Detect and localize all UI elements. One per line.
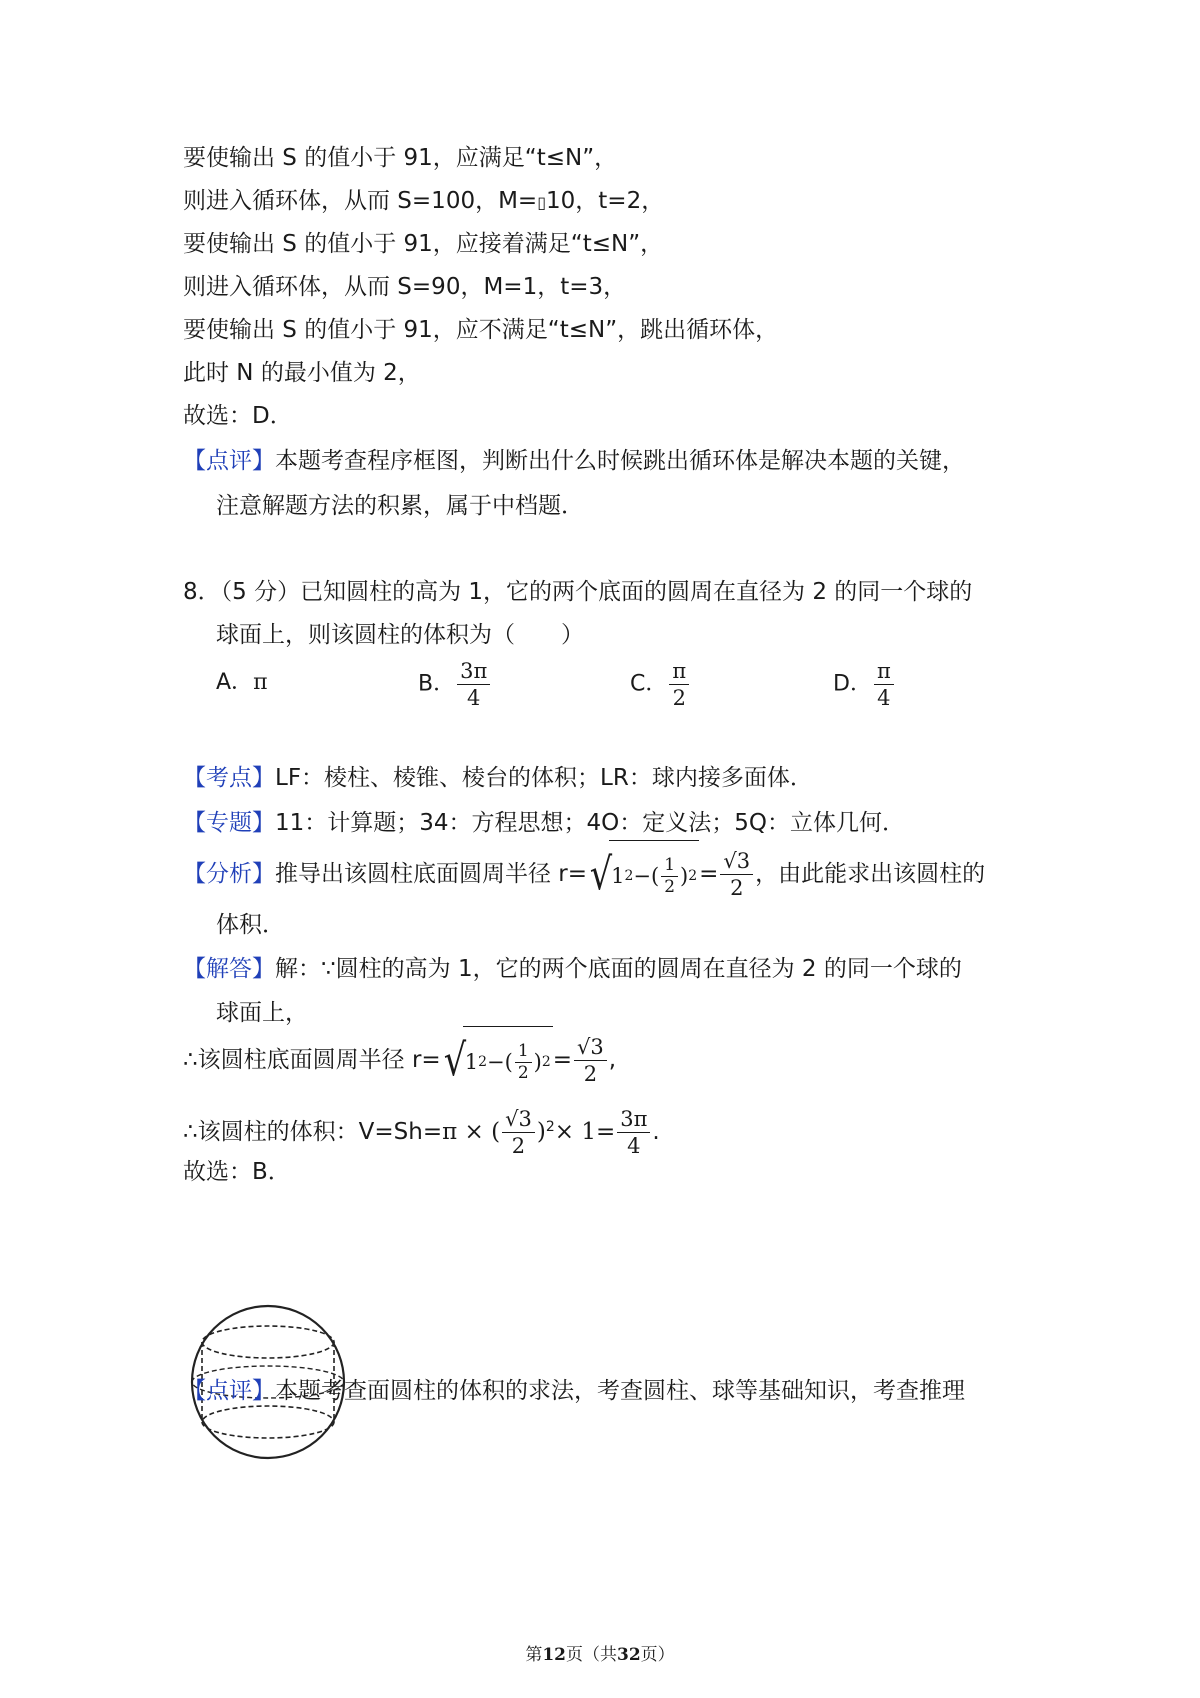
option-b-denominator: 4: [466, 686, 481, 710]
zhuanti-line: [183, 808, 905, 838]
math-equals-2: =: [552, 1047, 573, 1073]
sqrt-body: [609, 840, 699, 909]
root3-denominator-3: 2: [511, 1134, 526, 1158]
option-b-label: B．: [418, 671, 456, 697]
fenxi-line: [183, 840, 985, 909]
review-block-prev: [183, 446, 965, 476]
choice-b: 故选：B．: [183, 1159, 291, 1185]
footer-page-number: 12: [542, 1645, 566, 1665]
review-text: 本题考查面圆柱的体积的求法，考查圆柱、球等基础知识，考查推理: [275, 1378, 965, 1404]
jieda-line-2: 球面上，: [216, 1000, 308, 1026]
option-d: [833, 660, 896, 709]
solution-choice-d: 故选：D．: [183, 403, 293, 429]
solution-line-3: 要使输出 S 的值小于 91，应接着满足“t≤N”，: [183, 231, 664, 257]
kaodian-tag: 【考点】: [183, 765, 275, 791]
zhuanti-text: 11：计算题；34：方程思想；4O：定义法；5Q：立体几何．: [275, 810, 906, 836]
math-minus: −(: [633, 864, 660, 888]
math-equals: =: [699, 861, 719, 887]
sqrt-sign-2: √: [443, 1034, 466, 1086]
root3-denominator: 2: [730, 876, 744, 900]
radius-sqrt-expression: [587, 840, 699, 909]
review-text-prev: 本题考查程序框图，判断出什么时候跳出循环体是解决本题的关键，: [275, 448, 965, 474]
math-times-one: × 1=: [554, 1119, 616, 1145]
zhuanti-tag: 【专题】: [183, 810, 275, 836]
kaodian-line: [183, 763, 813, 793]
option-a-label: A．: [216, 670, 254, 695]
option-d-denominator: 4: [877, 686, 891, 710]
kaodian-text: LF：棱柱、棱锥、棱台的体积；LR：球内接多面体．: [275, 765, 813, 791]
half-denominator: 2: [664, 876, 676, 897]
option-b-fraction: [457, 660, 490, 709]
option-d-numerator: π: [874, 660, 894, 685]
half-denominator-2: 2: [517, 1062, 529, 1083]
question-8-line-2: 球面上，则该圆柱的体积为（ ）: [216, 622, 584, 648]
option-c-numerator: π: [669, 660, 689, 685]
option-b-numerator: 3π: [457, 660, 490, 685]
solution-line-6: 此时 N 的最小值为 2，: [183, 360, 421, 386]
math-square-5: 2: [545, 1119, 555, 1135]
root3-numerator-3: √3: [502, 1108, 535, 1133]
root3-half-fraction-3: [502, 1108, 535, 1157]
half-numerator: 1: [661, 857, 678, 877]
footer-pre: 第: [525, 1645, 543, 1665]
therefore-volume-end: .: [652, 1119, 660, 1145]
math-minus-2: −(: [487, 1050, 513, 1074]
math-close: ): [680, 864, 689, 888]
therefore-radius-text: ∴该圆柱底面圆周半径 r=: [183, 1047, 441, 1073]
footer-mid: 页（共: [566, 1645, 617, 1665]
math-pi-times: π × (: [442, 1119, 501, 1145]
root3-half-fraction-2: [574, 1036, 607, 1085]
fenxi-tag: 【分析】: [183, 861, 275, 887]
root3-numerator: √3: [720, 850, 753, 875]
math-square-2: 2: [688, 868, 698, 884]
review-tag-prev: 【点评】: [183, 448, 275, 474]
solution-line-1: 要使输出 S 的值小于 91，应满足“t≤N”，: [183, 145, 618, 171]
bottom-base-ellipse: [202, 1406, 334, 1438]
therefore-radius-end: ,: [608, 1047, 617, 1073]
math-square-4: 2: [541, 1054, 551, 1070]
therefore-volume-line: [183, 1094, 660, 1165]
footer-post: 页）: [640, 1645, 675, 1665]
root3-denominator-2: 2: [583, 1062, 598, 1086]
solution-line-5: 要使输出 S 的值小于 91，应不满足“t≤N”，跳出循环体，: [183, 317, 779, 343]
top-base-ellipse: [202, 1326, 334, 1358]
result-denominator: 4: [627, 1134, 641, 1158]
result-fraction: [617, 1108, 650, 1157]
solution-line-2-tail: 10，t=2，: [546, 188, 665, 214]
sqrt-sign: √: [589, 848, 613, 900]
jieda-line-1: [183, 954, 962, 984]
therefore-volume-text: ∴该圆柱的体积：V=Sh=: [183, 1119, 443, 1145]
option-c-fraction: [669, 660, 689, 709]
root3-numerator-2: √3: [574, 1036, 607, 1061]
option-b: [418, 660, 492, 709]
option-a-value: π: [253, 670, 268, 695]
review-tag: 【点评】: [183, 1378, 275, 1404]
option-c: [630, 660, 691, 709]
review-text-prev-2: 注意解题方法的积累，属于中档题．: [216, 493, 584, 519]
half-fraction-2: [515, 1040, 532, 1083]
math-close-3: ): [536, 1119, 546, 1145]
missing-glyph-box: ▯: [537, 193, 547, 212]
option-d-fraction: [874, 660, 894, 709]
result-numerator: 3π: [617, 1108, 650, 1133]
math-square: 2: [624, 868, 634, 884]
option-c-label: C．: [630, 671, 668, 697]
jieda-text: 解：∵圆柱的高为 1，它的两个底面的圆周在直径为 2 的同一个球的: [275, 956, 962, 982]
question-8-line-1: 8．（5 分）已知圆柱的高为 1，它的两个底面的圆周在直径为 2 的同一个球的: [183, 579, 973, 605]
half-fraction: [661, 854, 678, 897]
half-numerator-2: 1: [515, 1043, 532, 1063]
fenxi-text-post: ，由此能求出该圆柱的: [755, 861, 986, 887]
jieda-tag: 【解答】: [183, 956, 275, 982]
option-d-label: D．: [833, 671, 872, 697]
sqrt-body-2: [463, 1026, 553, 1095]
option-a: [216, 668, 268, 698]
fenxi-text: 推导出该圆柱底面圆周半径 r=: [275, 861, 588, 887]
solution-line-2-text: 则进入循环体，从而 S=100，M=: [183, 188, 538, 214]
page-footer: [0, 1640, 1200, 1665]
fenxi-line-2: 体积．: [216, 912, 285, 938]
solution-line-2: [183, 186, 664, 218]
math-square-3: 2: [478, 1054, 488, 1070]
radius-sqrt-expression-2: [441, 1026, 553, 1095]
therefore-radius-line: [183, 1026, 616, 1095]
math-one: 1: [611, 864, 625, 888]
solution-line-4: 则进入循环体，从而 S=90，M=1，t=3，: [183, 274, 627, 300]
math-one-2: 1: [464, 1050, 479, 1074]
option-c-denominator: 2: [672, 686, 686, 710]
math-close-2: ): [533, 1050, 542, 1074]
footer-total-pages: 32: [617, 1645, 641, 1665]
root3-half-fraction: [720, 850, 753, 899]
review-line: [183, 1376, 965, 1406]
